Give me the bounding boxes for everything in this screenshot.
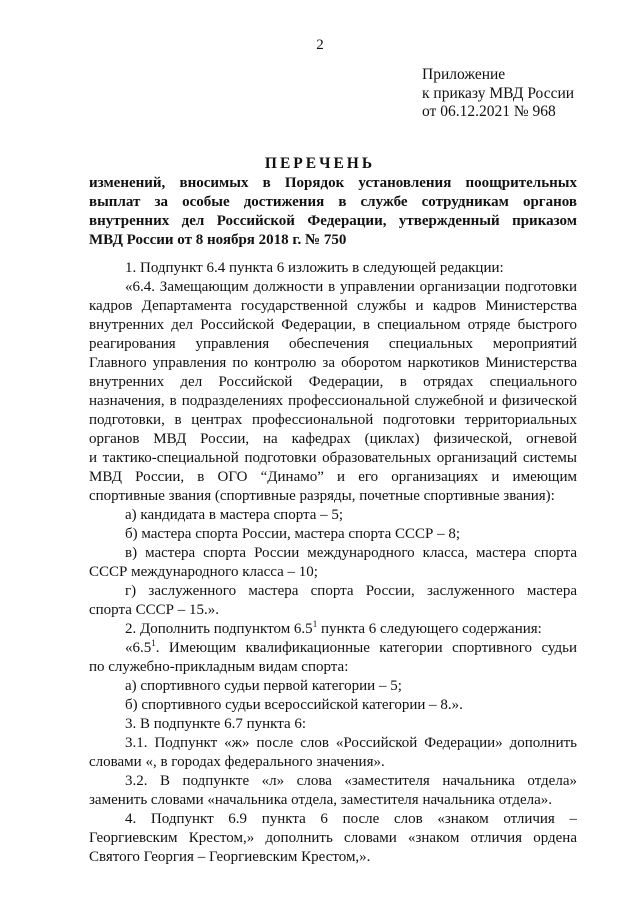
paragraph-6-4-line: МВД России, в ОГО “Динамо” и его организациях и имеющим bbox=[89, 469, 577, 485]
item-6-5-1-b: б) спортивного судьи всероссийской категории – 8.». bbox=[125, 697, 463, 713]
paragraph-2-text: 2. Дополнить подпунктом 6.5 bbox=[125, 621, 313, 637]
paragraph-6-4-line: внутренних дел Российской Федерации, в отрядах специального bbox=[89, 374, 577, 390]
paragraph-2-rest: пункта 6 следующего содержания: bbox=[317, 621, 542, 637]
paragraph-3-2-line: заменить словами «начальника отдела, заместителя начальника отдела». bbox=[89, 792, 553, 808]
paragraph-6-4-line: реагирования управления обеспечения специальных мероприятий bbox=[89, 336, 577, 352]
subtitle-line: изменений, вносимых в Порядок установления поощрительных bbox=[89, 175, 577, 191]
item-v-line: в) мастера спорта России международного класса, мастера спорта bbox=[125, 545, 577, 561]
paragraph-3-1-line: 3.1. Подпункт «ж» после слов «Российской Федерации» дополнить bbox=[125, 735, 577, 751]
appendix-header bbox=[422, 66, 574, 122]
appendix-line: к приказу МВД России bbox=[422, 84, 575, 102]
paragraph-6-4-line: кадров Департамента государственной службы и кадров Министерства bbox=[89, 298, 577, 314]
page-number: 2 bbox=[316, 37, 324, 53]
paragraph-6-5-1-line: по служебно-прикладным видам спорта: bbox=[89, 659, 349, 675]
paragraph-1: 1. Подпункт 6.4 пункта 6 изложить в следующей редакции: bbox=[125, 260, 504, 276]
item-g-line: г) заслуженного мастера спорта России, заслуженного мастера bbox=[125, 583, 577, 599]
appendix-line: от 06.12.2021 № 968 bbox=[422, 103, 556, 120]
subtitle-line: выплат за особые достижения в службе сотрудникам органов bbox=[89, 194, 577, 210]
paragraph-4-line: Георгиевским Крестом,» дополнить словами «знаком отличия ордена bbox=[89, 830, 577, 846]
superscript: 1 bbox=[151, 639, 156, 648]
document-title: ПЕРЕЧЕНЬ bbox=[264, 155, 376, 172]
paragraph-6-4-line: органов МВД России, на кафедрах (циклах) физической, огневой bbox=[89, 431, 577, 447]
document-subtitle bbox=[89, 174, 577, 250]
paragraph-2 bbox=[89, 620, 577, 639]
item-g-line: спорта СССР – 15.». bbox=[89, 602, 219, 618]
item-6-5-1-a: а) спортивного судьи первой категории – 5; bbox=[125, 678, 402, 694]
paragraph-6-5-1-rest: . Имеющим квалификационные категории спортивного судьи bbox=[155, 640, 577, 656]
paragraph-4-line: Святого Георгия – Георгиевским Крестом,». bbox=[89, 849, 371, 865]
paragraph-4-line: 4. Подпункт 6.9 пункта 6 после слов «знаком отличия – bbox=[125, 811, 577, 827]
superscript: 1 bbox=[312, 620, 318, 629]
paragraph-6-4-line: «6.4. Замещающим должности в управлении организации подготовки bbox=[125, 279, 577, 295]
subtitle-line: МВД России от 8 ноября 2018 г. № 750 bbox=[89, 232, 347, 248]
paragraph-6-4-line: назначения, в подразделениях профессиональной служебной и физической bbox=[89, 393, 577, 409]
paragraph-6-4-line: Главного управления по контролю за оборотом наркотиков Министерства bbox=[89, 355, 577, 371]
paragraph-6-4-line: и тактико-специальной подготовки образовательных организаций системы bbox=[89, 450, 577, 466]
paragraph-6-5-1 bbox=[89, 639, 577, 658]
paragraph-3-2-line: 3.2. В подпункте «л» слова «заместителя начальника отдела» bbox=[125, 773, 577, 789]
subtitle-line: внутренних дел Российской Федерации, утвержденный приказом bbox=[89, 213, 577, 229]
item-v-line: СССР международного класса – 10; bbox=[89, 564, 318, 580]
item-a: а) кандидата в мастера спорта – 5; bbox=[125, 507, 344, 523]
paragraph-3-1-line: словами «, в городах федерального значения». bbox=[89, 754, 385, 770]
paragraph-6-4-line: спортивные звания (спортивные разряды, почетные спортивные звания): bbox=[89, 488, 555, 504]
appendix-line: Приложение bbox=[422, 66, 506, 83]
paragraph-6-4-line: подготовки, в центрах профессиональной подготовки территориальных bbox=[89, 412, 577, 428]
document-body bbox=[89, 259, 577, 867]
paragraph-6-4-line: внутренних дел Российской Федерации, в специальном отряде быстрого bbox=[89, 317, 577, 333]
item-b: б) мастера спорта России, мастера спорта СССР – 8; bbox=[125, 526, 461, 542]
paragraph-3: 3. В подпункте 6.7 пункта 6: bbox=[125, 716, 307, 732]
paragraph-6-5-1-start: «6.5 bbox=[125, 640, 152, 656]
